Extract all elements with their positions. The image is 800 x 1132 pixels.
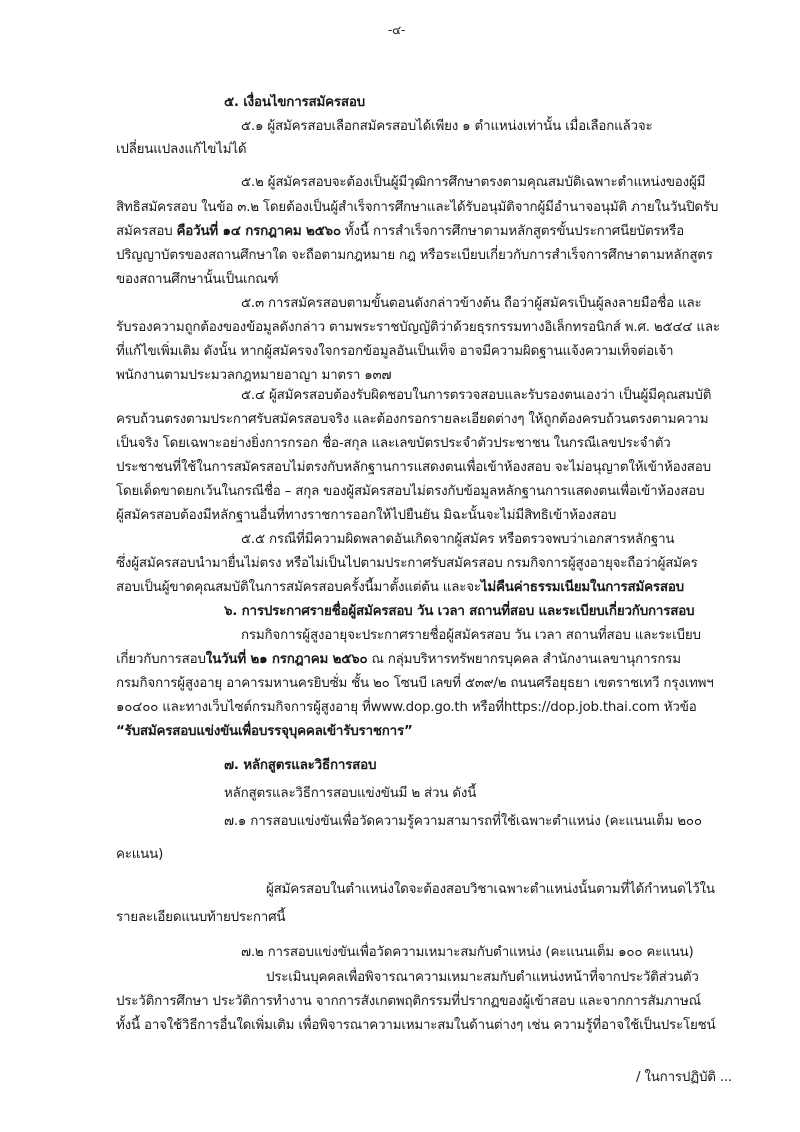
para-5-3-line: ที่แก้ไขเพิ่มเติม ดังนั้น หากผู้สมัครจงใจกรอกข้อมูลอันเป็นเท็จ อาจมีความผิดฐานแจ้งความเท็จต่อเจ้า [116, 344, 674, 359]
para-5-1-line: ๕.๑ ผู้สมัครสอบเลือกสมัครสอบได้เพียง ๑ ตำแหน่งเท่านั้น เมื่อเลือกแล้วจะ [241, 119, 653, 134]
para-5-3-line: ๕.๓ การสมัครสอบตามขั้นตอนดังกล่าวข้างต้น ถือว่าผู้สมัครเป็นผู้ลงลายมือชื่อ และ [241, 296, 702, 311]
para-5-5-line: ๕.๕ กรณีที่มีความผิดพลาดอันเกิดจากผู้สมัคร หรือตรวจพบว่าเอกสารหลักฐาน [241, 532, 675, 547]
para-5-3-line: พนักงานตามประมวลกฎหมายอาญา มาตรา ๑๓๗ [116, 368, 392, 383]
text: เกี่ยวกับการสอบ [116, 652, 206, 667]
para-7-2-heading: ๗.๒ การสอบแข่งขันเพื่อวัดความเหมาะสมกับตำแหน่ง (คะแนนเต็ม ๑๐๐ คะแนน) [241, 945, 694, 960]
para-5-4-line: ผู้สมัครสอบต้องมีหลักฐานอื่นที่ทางราชการออกให้ไปยืนยัน มิฉะนั้นจะไม่มีสิทธิเข้าห้องสอบ [116, 508, 617, 523]
para-5-4-line: โดยเด็ดขาดยกเว้นในกรณีชื่อ – สกุล ของผู้สมัครสอบไม่ตรงกับข้อมูลหลักฐานการแสดงตนเพื่อเข้าห้องสอบ [116, 484, 705, 499]
section-7-heading: ๗. หลักสูตรและวิธีการสอบ [224, 758, 377, 773]
para-7-1-line: คะแนน) [116, 847, 164, 862]
para-6-topic: “รับสมัครสอบแข่งขันเพื่อบรรจุบุคคลเข้ารับราชการ” [116, 724, 413, 739]
para-6-line: กรมกิจการผู้สูงอายุ อาคารมหานครยิบซั่ม ชั้น ๒๐ โซนบี เลขที่ ๕๓๙/๒ ถนนศรีอยุธยา เขตราชเทวี กรุงเทพฯ [116, 676, 714, 691]
para-5-4-line: ครบถ้วนตรงตามประกาศรับสมัครสอบจริง และต้องกรอกรายละเอียดต่างๆ ให้ถูกต้องครบถ้วนตรงตามความ [116, 412, 709, 427]
page-number: -๔- [388, 23, 406, 37]
para-5-2-line: ของสถานศึกษานั้นเป็นเกณฑ์ [116, 272, 279, 287]
text: ณ กลุ่มบริหารทรัพยากรบุคคล สำนักงานเลขานุการกรม [367, 652, 681, 667]
section-7-intro: หลักสูตรและวิธีการสอบแข่งขันมี ๒ ส่วน ดังนี้ [224, 786, 477, 801]
no-refund-notice: ไม่คืนค่าธรรมเนียมในการสมัครสอบ [480, 580, 684, 595]
para-6-line: กรมกิจการผู้สูงอายุจะประกาศรายชื่อผู้สมัครสอบ วัน เวลา สถานที่สอบ และระเบียบ [241, 628, 701, 643]
para-5-5-line: ซึ่งผู้สมัครสอบนำมายื่นไม่ตรง หรือไม่เป็นไปตามประกาศรับสมัครสอบ กรมกิจการผู้สูงอายุจะถือว่าผู้สมัคร [116, 556, 698, 571]
para-7-1-detail: รายละเอียดแนบท้ายประกาศนี้ [116, 910, 286, 925]
text: ทั้งนี้ การสำเร็จการศึกษาตามหลักสูตรขั้นประกาศนียบัตรหรือ [340, 224, 684, 239]
closing-date: คือวันที่ ๑๔ กรกฎาคม ๒๕๖๐ [176, 224, 341, 239]
text: สอบเป็นผู้ขาดคุณสมบัติในการสมัครสอบครั้งนี้มาตั้งแต่ต้น และจะ [116, 580, 481, 595]
para-5-2-line: ปริญญาบัตรของสถานศึกษาใด จะถือตามกฎหมาย กฎ หรือระเบียบเกี่ยวกับการสำเร็จการศึกษาตามหลักสูตร [116, 248, 713, 263]
para-6-line: ๑๐๔๐๐ และทางเว็บไซต์กรมกิจการผู้สูงอายุ ที่www.dop.go.th หรือที่https://dop.job.thai.com หัวข้อ [116, 700, 697, 715]
para-7-2-detail: ประเมินบุคคลเพื่อพิจารณาความเหมาะสมกับตำแหน่งหน้าที่จากประวัติส่วนตัว [266, 970, 699, 985]
para-5-2-line: สิทธิสมัครสอบ ในข้อ ๓.๒ โดยต้องเป็นผู้สำเร็จการศึกษาและได้รับอนุมัติจากผู้มีอำนาจอนุมัติ ภายในวันปิดรับ [116, 200, 719, 215]
para-7-1-detail: ผู้สมัครสอบในตำแหน่งใดจะต้องสอบวิชาเฉพาะตำแหน่งนั้นตามที่ได้กำหนดไว้ใน [266, 882, 715, 897]
continuation-marker: / ในการปฏิบัติ ... [636, 1070, 732, 1085]
para-5-1-line: เปลี่ยนแปลงแก้ไขไม่ได้ [116, 142, 247, 157]
para-5-2-line [116, 222, 684, 242]
para-5-4-line: ๕.๔ ผู้สมัครสอบต้องรับผิดชอบในการตรวจสอบและรับรองตนเองว่า เป็นผู้มีคุณสมบัติ [241, 388, 712, 403]
announcement-date: ในวันที่ ๒๑ กรกฎาคม ๒๕๖๐ [205, 652, 368, 667]
para-7-2-detail: ทั้งนี้ อาจใช้วิธีการอื่นใดเพิ่มเติม เพื่อพิจารณาความเหมาะสมในด้านต่างๆ เช่น ความรู้ที่อาจใช้เป็นประโยชน์ [116, 1018, 716, 1033]
para-5-4-line: ประชาชนที่ใช้ในการสมัครสอบไม่ตรงกับหลักฐานการแสดงตนเพื่อเข้าห้องสอบ จะไม่อนุญาตให้เข้าห้องสอบ [116, 460, 711, 475]
para-5-4-line: เป็นจริง โดยเฉพาะอย่างยิ่งการกรอก ชื่อ-สกุล และเลขบัตรประจำตัวประชาชน ในกรณีเลขประจำตัว [116, 436, 671, 451]
para-5-3-line: รับรองความถูกต้องของข้อมูลดังกล่าว ตามพระราชบัญญัติว่าด้วยธุรกรรมทางอิเล็กทรอนิกส์ พ.ศ. ๒๕๔๔ และ [116, 320, 720, 335]
section-6-heading: ๖. การประกาศรายชื่อผู้สมัครสอบ วัน เวลา สถานที่สอบ และระเบียบเกี่ยวกับการสอบ [224, 604, 695, 619]
text: สมัครสอบ [116, 224, 177, 239]
para-5-5-line [116, 578, 684, 598]
section-5-heading: ๕. เงื่อนไขการสมัครสอบ [224, 95, 365, 110]
para-7-1-line: ๗.๑ การสอบแข่งขันเพื่อวัดความรู้ความสามารถที่ใช้เฉพาะตำแหน่ง (คะแนนเต็ม ๒๐๐ [224, 814, 702, 829]
para-6-line [116, 650, 681, 670]
para-5-2-line: ๕.๒ ผู้สมัครสอบจะต้องเป็นผู้มีวุฒิการศึกษาตรงตามคุณสมบัติเฉพาะตำแหน่งของผู้มี [241, 175, 706, 190]
para-7-2-detail: ประวัติการศึกษา ประวัติการทำงาน จากการสังเกตพฤติกรรมที่ปรากฏของผู้เข้าสอบ และจากการสัมภาษณ์ [116, 994, 701, 1009]
